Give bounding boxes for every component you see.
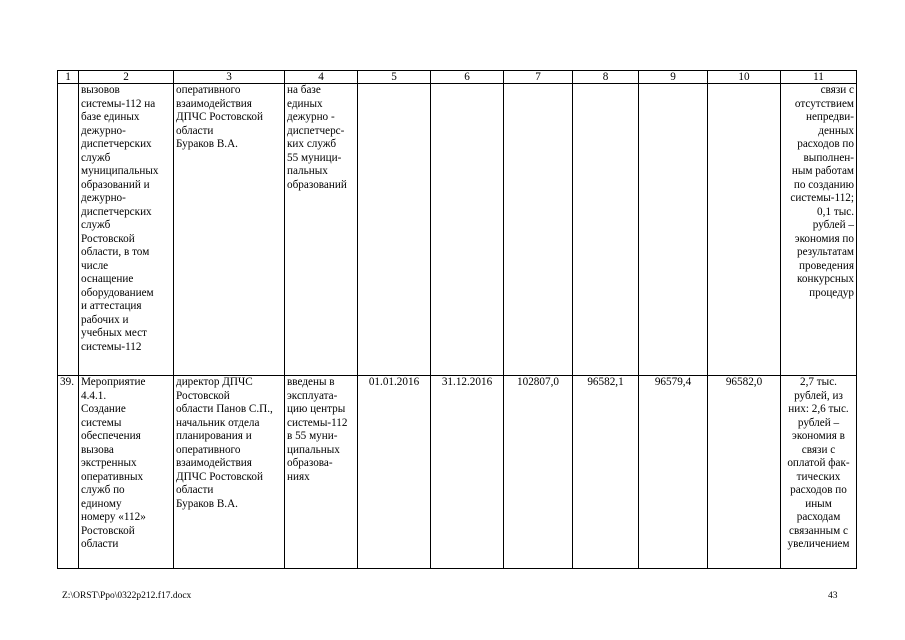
start-date-cell — [358, 84, 431, 376]
responsible-cell — [174, 376, 285, 569]
file-path: Z:\ORST\Ppo\0322p212.f17.docx — [62, 591, 192, 601]
cell-line: дежурно- — [81, 192, 126, 204]
cell-line: Ростовской — [176, 389, 230, 402]
cell-line: расходов по — [790, 484, 847, 496]
column-number-row — [58, 71, 857, 84]
cell-line: служб по — [81, 484, 125, 496]
cell-line: служб — [81, 219, 111, 231]
cell-line: Ростовской — [81, 524, 135, 537]
cell-line: ниях — [287, 470, 310, 483]
amount-cell: 96582,1 — [573, 376, 639, 569]
cell-line: вызовов — [81, 84, 120, 96]
cell-line: оборудованием — [81, 286, 154, 299]
cell-line: расходам — [796, 511, 841, 523]
column-number: 6 — [431, 71, 504, 84]
column-number: 10 — [708, 71, 781, 84]
table-row — [58, 84, 857, 376]
cell-line: по созданию — [793, 178, 854, 191]
row-number-cell — [58, 84, 79, 376]
cell-line: связи с — [820, 84, 854, 96]
cell-line: ДПЧС Ростовской — [176, 111, 263, 123]
amount-cell: 96582,0 — [708, 376, 781, 569]
measure-name-cell — [79, 84, 174, 376]
result-cell — [285, 376, 358, 569]
column-number: 3 — [174, 71, 285, 84]
cell-line: области — [81, 538, 119, 550]
cell-line: дежурно - — [287, 111, 335, 123]
cell-line: числе — [81, 259, 109, 272]
cell-line: введены в — [287, 376, 335, 388]
cell-line: учебных мест — [81, 327, 147, 339]
cell-line: образова- — [287, 457, 333, 469]
cell-line: системы-112 — [81, 340, 142, 353]
cell-line: ДПЧС Ростовской — [176, 470, 263, 483]
cell-line: служб — [81, 151, 111, 164]
cell-line: 4.4.1. — [81, 389, 107, 402]
column-number: 9 — [639, 71, 708, 84]
cell-line: связанным с — [789, 524, 848, 537]
cell-line: цию центры — [287, 403, 346, 415]
column-number: 2 — [79, 71, 174, 84]
column-number: 8 — [573, 71, 639, 84]
row-number-cell: 39. — [58, 376, 79, 569]
planned-amount-cell — [504, 84, 573, 376]
cell-line: Бураков В.А. — [176, 138, 238, 150]
cell-line: рублей, из — [794, 389, 843, 402]
report-table — [57, 70, 857, 569]
cell-line: оплатой фак- — [787, 457, 850, 469]
cell-line: вызова — [81, 443, 114, 456]
cell-line: расходов по — [797, 138, 854, 150]
table-row — [58, 376, 857, 569]
cell-line: начальник отдела — [176, 416, 260, 429]
cell-line: рублей – — [797, 416, 840, 429]
cell-line: дежурно- — [81, 124, 126, 137]
cell-line: процедур — [809, 286, 854, 299]
cell-line: экономия в — [792, 430, 845, 442]
column-number: 5 — [358, 71, 431, 84]
cell-line: проведения — [799, 259, 854, 272]
cell-line: эксплуата- — [287, 389, 338, 402]
cell-line: в 55 муни- — [287, 430, 338, 442]
end-date-cell: 31.12.2016 — [431, 376, 504, 569]
cell-line: образований — [287, 178, 347, 191]
cell-line: ких служб — [287, 138, 337, 150]
cell-line: муниципальных — [81, 165, 159, 177]
cell-line: них: 2,6 тыс. — [788, 403, 849, 415]
cell-line: номеру «112» — [81, 511, 146, 523]
cell-line: 55 муници- — [287, 151, 342, 164]
notes-cell — [781, 376, 857, 569]
cell-line: увеличением — [787, 538, 850, 550]
amount-cell — [573, 84, 639, 376]
cell-line: Создание — [81, 403, 126, 415]
column-number: 7 — [504, 71, 573, 84]
end-date-cell — [431, 84, 504, 376]
cell-line: экономия по — [794, 232, 854, 245]
cell-line: Ростовской — [81, 232, 135, 245]
cell-line: области Панов С.П., — [176, 403, 273, 415]
cell-line: образований и — [81, 178, 150, 191]
cell-line: взаимодействия — [176, 97, 252, 110]
cell-line: экстренных — [81, 457, 137, 469]
cell-line: области — [176, 484, 214, 496]
notes-cell — [781, 84, 857, 376]
cell-line: выполнен- — [803, 151, 854, 164]
page-number: 43 — [828, 591, 838, 601]
cell-line: денных — [818, 124, 854, 137]
cell-line: области, в том — [81, 246, 150, 258]
cell-line: 0,1 тыс. — [817, 205, 854, 218]
cell-line: на базе — [287, 84, 321, 96]
amount-cell — [639, 84, 708, 376]
cell-line: системы-112 — [287, 416, 348, 429]
column-number: 4 — [285, 71, 358, 84]
column-number: 11 — [781, 71, 857, 84]
cell-line: и аттестация — [81, 300, 142, 312]
cell-line: ным работам — [791, 165, 854, 177]
cell-line: пальных — [287, 165, 328, 177]
result-cell — [285, 84, 358, 376]
cell-line: директор ДПЧС — [176, 376, 253, 388]
cell-line: рабочих и — [81, 313, 129, 326]
responsible-cell — [174, 84, 285, 376]
cell-line: системы-112 на — [81, 97, 156, 110]
cell-line: единых — [287, 97, 323, 110]
cell-line: ципальных — [287, 443, 340, 456]
cell-line: рублей – — [812, 219, 854, 231]
cell-line: планирования и — [176, 430, 252, 442]
cell-line: оснащение — [81, 273, 134, 285]
cell-line: оперативного — [176, 84, 241, 96]
cell-line: иным — [805, 497, 832, 510]
cell-line: диспетчерс- — [287, 124, 345, 137]
planned-amount-cell: 102807,0 — [504, 376, 573, 569]
cell-line: системы — [81, 416, 122, 429]
cell-line: области — [176, 124, 214, 137]
start-date-cell: 01.01.2016 — [358, 376, 431, 569]
cell-line: диспетчерских — [81, 205, 152, 218]
cell-line: обеспечения — [81, 430, 141, 442]
cell-line: тических — [796, 470, 841, 483]
cell-line: Бураков В.А. — [176, 497, 238, 510]
cell-line: оперативных — [81, 470, 144, 483]
column-number: 1 — [58, 71, 79, 84]
cell-line: непредви- — [805, 111, 854, 123]
cell-line: единому — [81, 497, 122, 510]
cell-line: оперативного — [176, 443, 241, 456]
amount-cell — [708, 84, 781, 376]
cell-line: конкурсных — [797, 273, 854, 285]
cell-line: системы-112; — [790, 192, 854, 204]
cell-line: взаимодействия — [176, 457, 252, 469]
amount-cell: 96579,4 — [639, 376, 708, 569]
cell-line: Мероприятие — [81, 376, 146, 388]
cell-line: связи с — [801, 443, 836, 456]
cell-line: диспетчерских — [81, 138, 152, 150]
measure-name-cell — [79, 376, 174, 569]
cell-line: 2,7 тыс. — [800, 376, 837, 388]
cell-line: результатам — [796, 246, 854, 258]
cell-line: отсутствием — [794, 97, 854, 110]
cell-line: базе единых — [81, 111, 140, 123]
